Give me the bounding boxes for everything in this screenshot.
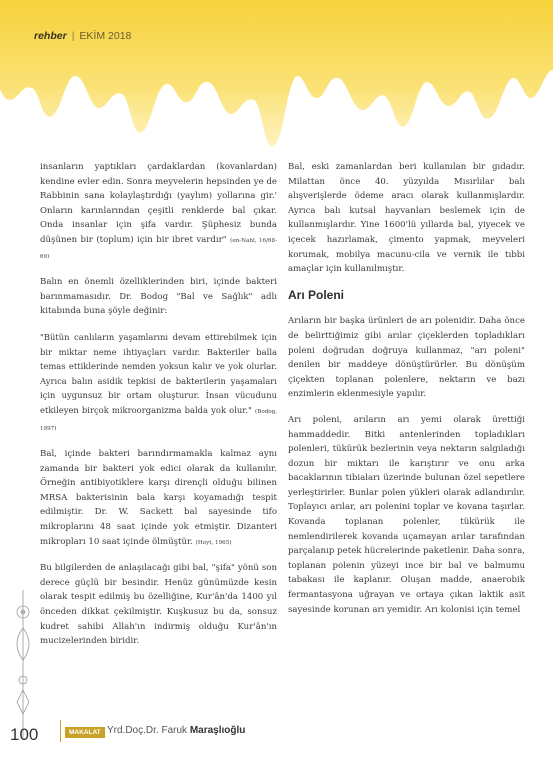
issue-date: EKİM 2018: [79, 30, 132, 42]
paragraph: Bal, eski zamanlardan beri kullanılan bir gıdadır. Milattan önce 40. yüzyılda Mısırlılar balı alışverişlerde ödeme aracı olarak kullanmışlardır. Ayrıca balı kutsal hayvanları beslemek için de kullanmışlardır. Yine 1600'lü yıllarda bal, yiyecek ve içecek hazırlamak, çimento yapmak, meyveleri korumak, mobilya macunu-cila ve vernik ile tıbbi amaçlar için kullanılmıştır.: [288, 162, 525, 275]
paragraph: Arıların bir başka ürünleri de arı polenidir. Daha önce de belirttiğimiz gibi arılar çiçeklerden topladıkları poleni doğrudan doğruya kullanmaz, "arı poleni" denilen bir maddeye dönüştürürler. Bu dönüşüm çiçekten toplanan polenlere, nektarın ve bazı enzimlerin eklenmesiyle yapılır.: [288, 316, 525, 400]
quran-quote-paragraph: insanların yaptıkları çardaklardan (kovanlardan) kendine evler edin. Sonra meyvelerin hepsinden ye de Rabbinin sana kolaylaştırdığı (yaylım) yollarına gir.' Onların karınlarından çeşitli renklerde bal çıkar. Onda insanlar için şifa vardır. Şüphesiz bunda düşünen bir (toplum) için bir ibret vardır" (en-Nahl, 16/68-69): [40, 162, 277, 260]
page-number: 100: [10, 725, 39, 744]
header-separator: |: [71, 30, 75, 42]
right-column: [288, 160, 525, 628]
footer-divider: [60, 720, 61, 742]
author-name: Yrd.Doç.Dr. Faruk Maraşlıoğlu: [107, 725, 246, 736]
citation: (en-Nahl, 16/68-69): [40, 237, 277, 260]
magazine-brand: rehber: [34, 30, 67, 42]
paragraph: Balın en önemli özelliklerinden biri, içinde bakteri barınmamasıdır. Dr. Bodog "Bal ve Sağlık" adlı kitabında buna şöyle değinir:: [40, 277, 277, 317]
paragraph: Arı poleni, arıların arı yemi olarak ürettiği hammaddedir. Bitki antenlerinden topladıkları polenleri, tükürük bezlerinin veya nektarın salgıladığı dozun bir miktarı ile karıştırır ve onu arka bacaklarının tibiaları üzerinde bulunan özel sepetlere yerleştirirler. Bunlar polen yükleri olarak adlandırılır. Toplayıcı arılar, arı polenini toplar ve kovana taşırlar. Kovanda toplanan polenler, tükürük ile nemlendirilerek kovanda uçamayan arılar tarafından parçalanıp petek hücrelerinde paketlenir. Daha sonra, toplanan polenin yüzeyi ince bir bal ve balmumu tabakası ile kaplanır. Oluşan madde, anaerobik fermantasyona uğrayan ve ortaya çıkan laktik asit sayesinde korunan arı yemidir. Arı kolonisi için temel: [288, 414, 525, 615]
ornament-icon: [12, 590, 34, 740]
left-column: [40, 160, 277, 660]
honey-drip-banner: [0, 0, 553, 160]
citation: (Hoyt, 1965): [195, 539, 232, 546]
bodog-quote: "Bütün canlıların yaşamlarını devam ettirebilmek için bir miktar neme ihtiyaçları vardır. Bakteriler balla temas ettiklerinde nemden yoksun kalır ve yok olurlar. Ayrıca balın asidik tepkisi de bakterilerin yaşamaları için uygunsuz bir ortam oluşturur. İnsan vücudunu etkileyen birçok mikroorganizma balda yok olur." (Bodog, 1997): [40, 331, 277, 432]
running-header: [34, 30, 131, 42]
citation: (Bodog, 1997): [40, 408, 277, 432]
paragraph: Bal, içinde bakteri barındırmamakla kalmaz aynı zamanda bir bakteri yok edici olarak da kullanılır. Örneğin antibiyotiklere karşı dirençli olduğu bilinen MRSA bakterisinin bala karşı koyamadığı tespit edilmiştir. Dr. W. Sackett bal sayesinde tifo mikroplarını 48 saat içinde yok etmiştir. Dizanteri mikropları 10 saat içinde ölmüştür. (Hoyt, 1965): [40, 449, 277, 547]
section-tag: MAKALAT: [65, 727, 105, 738]
paragraph: Bu bilgilerden de anlaşılacağı gibi bal, "şifa" yönü son derece güçlü bir besindir. Henüz günümüzde kesin olarak tespit edilmiş bu özelliğine, Kur'ân'da 1400 yıl önceden dikkat çekilmiştir. Kuşkusuz bu da, sonsuz kudret sahibi Allah'ın indirmiş olduğu Kur'ân'ın mucizelerinden biridir.: [40, 563, 277, 647]
section-heading: Arı Poleni: [288, 287, 345, 302]
page-footer: [10, 722, 553, 746]
